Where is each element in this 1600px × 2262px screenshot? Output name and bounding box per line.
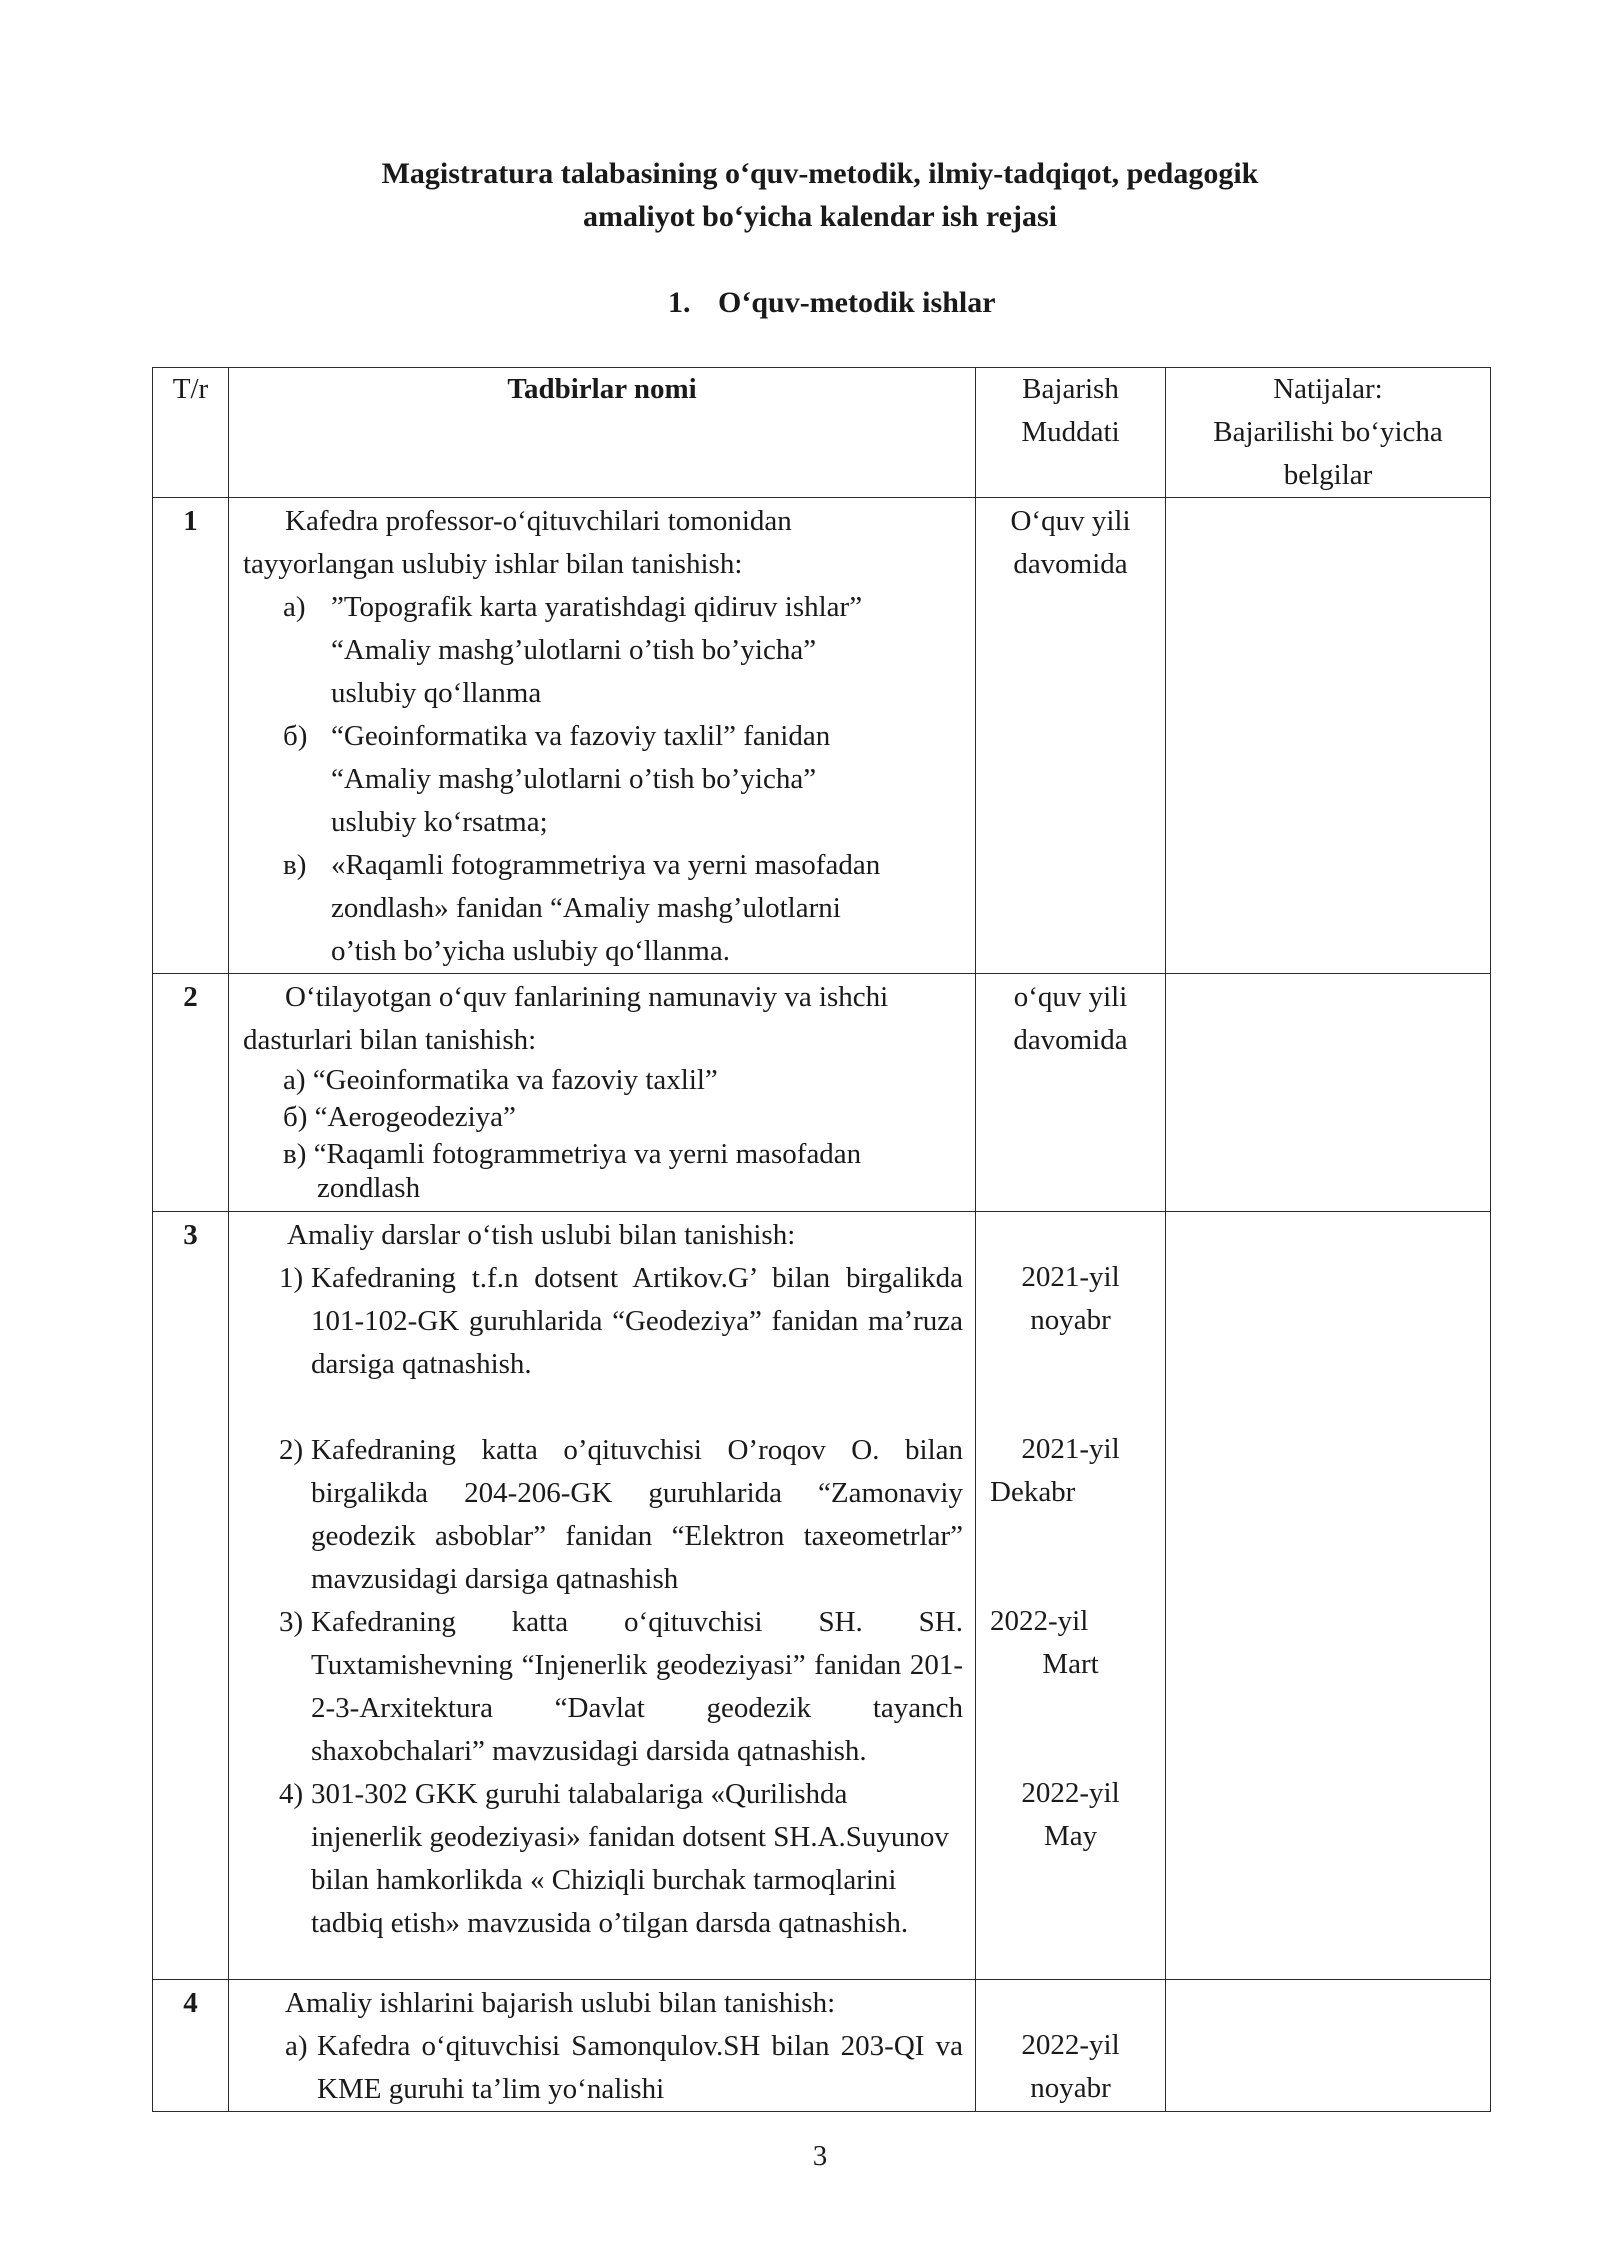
list-item: 3) Kafedraning katta o‘qituvchisi SH. SH. Tuxtamishevning “Injenerlik geodeziyasi” fanidan 201-2-3-Arxitektura “Davlat geodezik tayanch shaxobchalari” mavzusidagi darsida qatnashish.: [279, 1606, 963, 1767]
row-number: 2: [153, 974, 229, 1212]
row-result: [1166, 1212, 1491, 1980]
table-header-row: [153, 368, 1491, 498]
list-item: a) Kafedra o‘qituvchisi Samonqulov.SH bilan 203-QI va KME guruhi ta’lim yo‘nalishi: [285, 2030, 963, 2105]
work-plan-table: [152, 367, 1491, 2112]
row-result: [1166, 498, 1491, 974]
document-title-line1: Magistratura talabasining o‘quv-metodik, ilmiy-tadqiqot, pedagogik: [381, 157, 1259, 190]
header-name: Tadbirlar nomi: [229, 368, 976, 498]
list-item: 4) 301-302 GKK guruhi talabalariga «Qurilishda injenerlik geodeziyasi» fanidan dotsent SH.A.Suyunov bilan hamkorlikda « Chiziqli burchak tarmoqlarini tadbiq etish» mavzusida o’tilgan darsda qatnashish.: [279, 1778, 949, 1939]
section-heading: [668, 283, 996, 323]
row-number: 3: [153, 1212, 229, 1980]
row-term: o‘quv yili davomida: [976, 974, 1166, 1212]
list-item: 1) Kafedraning t.f.n dotsent Artikov.G’ bilan birgalikda 101-102-GK guruhlarida “Geodeziya” fanidan ma’ruza darsiga qatnashish.: [279, 1262, 963, 1380]
table-row: [153, 1212, 1491, 1980]
header-result: Natijalar: Bajarilishi bo‘yicha belgilar: [1166, 368, 1491, 498]
row-task: Amaliy ishlarini bajarish uslubi bilan tanishish: a) Kafedra o‘qituvchisi Samonqulov.SH bilan 203-QI va KME guruhi ta’lim yo‘nalishi: [229, 1980, 976, 2112]
list-item: в) “Raqamli fotogrammetriya va yerni masofadan: [283, 1138, 862, 1170]
row-number: 1: [153, 498, 229, 974]
list-item: a) ”Topografik karta yaratishdagi qidiruv ishlar”: [283, 591, 863, 623]
table-row: [153, 498, 1491, 974]
row-term: 2022-yil noyabr: [976, 1980, 1166, 2112]
document-title-line2: amaliyot bo‘yicha kalendar ish rejasi: [583, 200, 1057, 233]
list-item: 2) Kafedraning katta o’qituvchisi O’roqov O. bilan birgalikda 204-206-GK guruhlarida “Zamonaviy geodezik asboblar” fanidan “Elektron taxeometrlar” mavzusidagi darsiga qatnashish: [279, 1434, 963, 1595]
list-item: б) “Aerogeodeziya”: [283, 1101, 516, 1133]
row-result: [1166, 1980, 1491, 2112]
list-item: б) “Geoinformatika va fazoviy taxlil” fanidan: [283, 720, 831, 752]
row-number: 4: [153, 1980, 229, 2112]
row-result: [1166, 974, 1491, 1212]
list-item: a) “Geoinformatika va fazoviy taxlil”: [283, 1064, 718, 1096]
list-item: в) «Raqamli fotogrammetriya va yerni masofadan: [283, 849, 881, 881]
row-task: Amaliy darslar o‘tish uslubi bilan tanishish: 1) Kafedraning t.f.n dotsent Artikov.G’ bilan birgalikda 101-102-GK guruhlarida “Geodeziya” fanidan ma’ruza darsiga qatnashish. 2) Kafedraning katta o’qituvchisi O’roqov O. bilan birgalikda 204-206-GK guruhlarida “Zamonaviy geodezik asboblar” fanidan “Elektron taxeometrlar” mavzusidagi darsiga qatnashish 3) Kafedraning katta o‘qituvchisi SH. SH. Tuxtamishevning “Injenerlik geodeziyasi” fanidan 201-2-3-Arxitektura “Davlat geodezik tayanch shaxobchalari” mavzusidagi darsida qatnashish. 4) 301-302 GKK guruhi talabalariga «Qurilishda injenerlik geodeziyasi» fanidan dotsent SH.A.Suyunov bilan hamkorlikda « Chiziqli burchak tarmoqlarini tadbiq etish» mavzusida o’tilgan darsda qatnashish.: [229, 1212, 976, 1980]
page-number: 3: [812, 2140, 828, 2172]
section-title: O‘quv-metodik ishlar: [718, 286, 996, 319]
row-term: O‘quv yili davomida: [976, 498, 1166, 974]
table-row: [153, 1980, 1491, 2112]
table-row: [153, 974, 1491, 1212]
section-number: 1.: [668, 286, 691, 319]
row-task: O‘tilayotgan o‘quv fanlarining namunaviy va ishchi dasturlari bilan tanishish: a) “Geoinformatika va fazoviy taxlil” б) “Aerogeodeziya” в) “Raqamli fotogrammetriya va yerni masofadan zondlash: [229, 974, 976, 1212]
row-task: Kafedra professor-o‘qituvchilari tomonidan tayyorlangan uslubiy ishlar bilan tanishish: a) ”Topografik karta yaratishdagi qidiruv ishlar” “Amaliy mashg’ulotlarni o’tish bo’yicha” uslubiy qo‘llanma б) “Geoinformatika va fazoviy taxlil” fanidan “Amaliy mashg’ulotlarni o’tish bo’yicha” uslubiy ko‘rsatma; в) «Raqamli fotogrammetriya va yerni masofadan zondlash» fanidan “Amaliy mashg’ulotlarni o’tish bo’yicha uslubiy qo‘llanma.: [229, 498, 976, 974]
header-num: T/r: [153, 368, 229, 498]
header-term: Bajarish Muddati: [976, 368, 1166, 498]
row-term: 2021-yil noyabr 2021-yil Dekabr 2022-yil Mart 2022-yil May: [976, 1212, 1166, 1980]
